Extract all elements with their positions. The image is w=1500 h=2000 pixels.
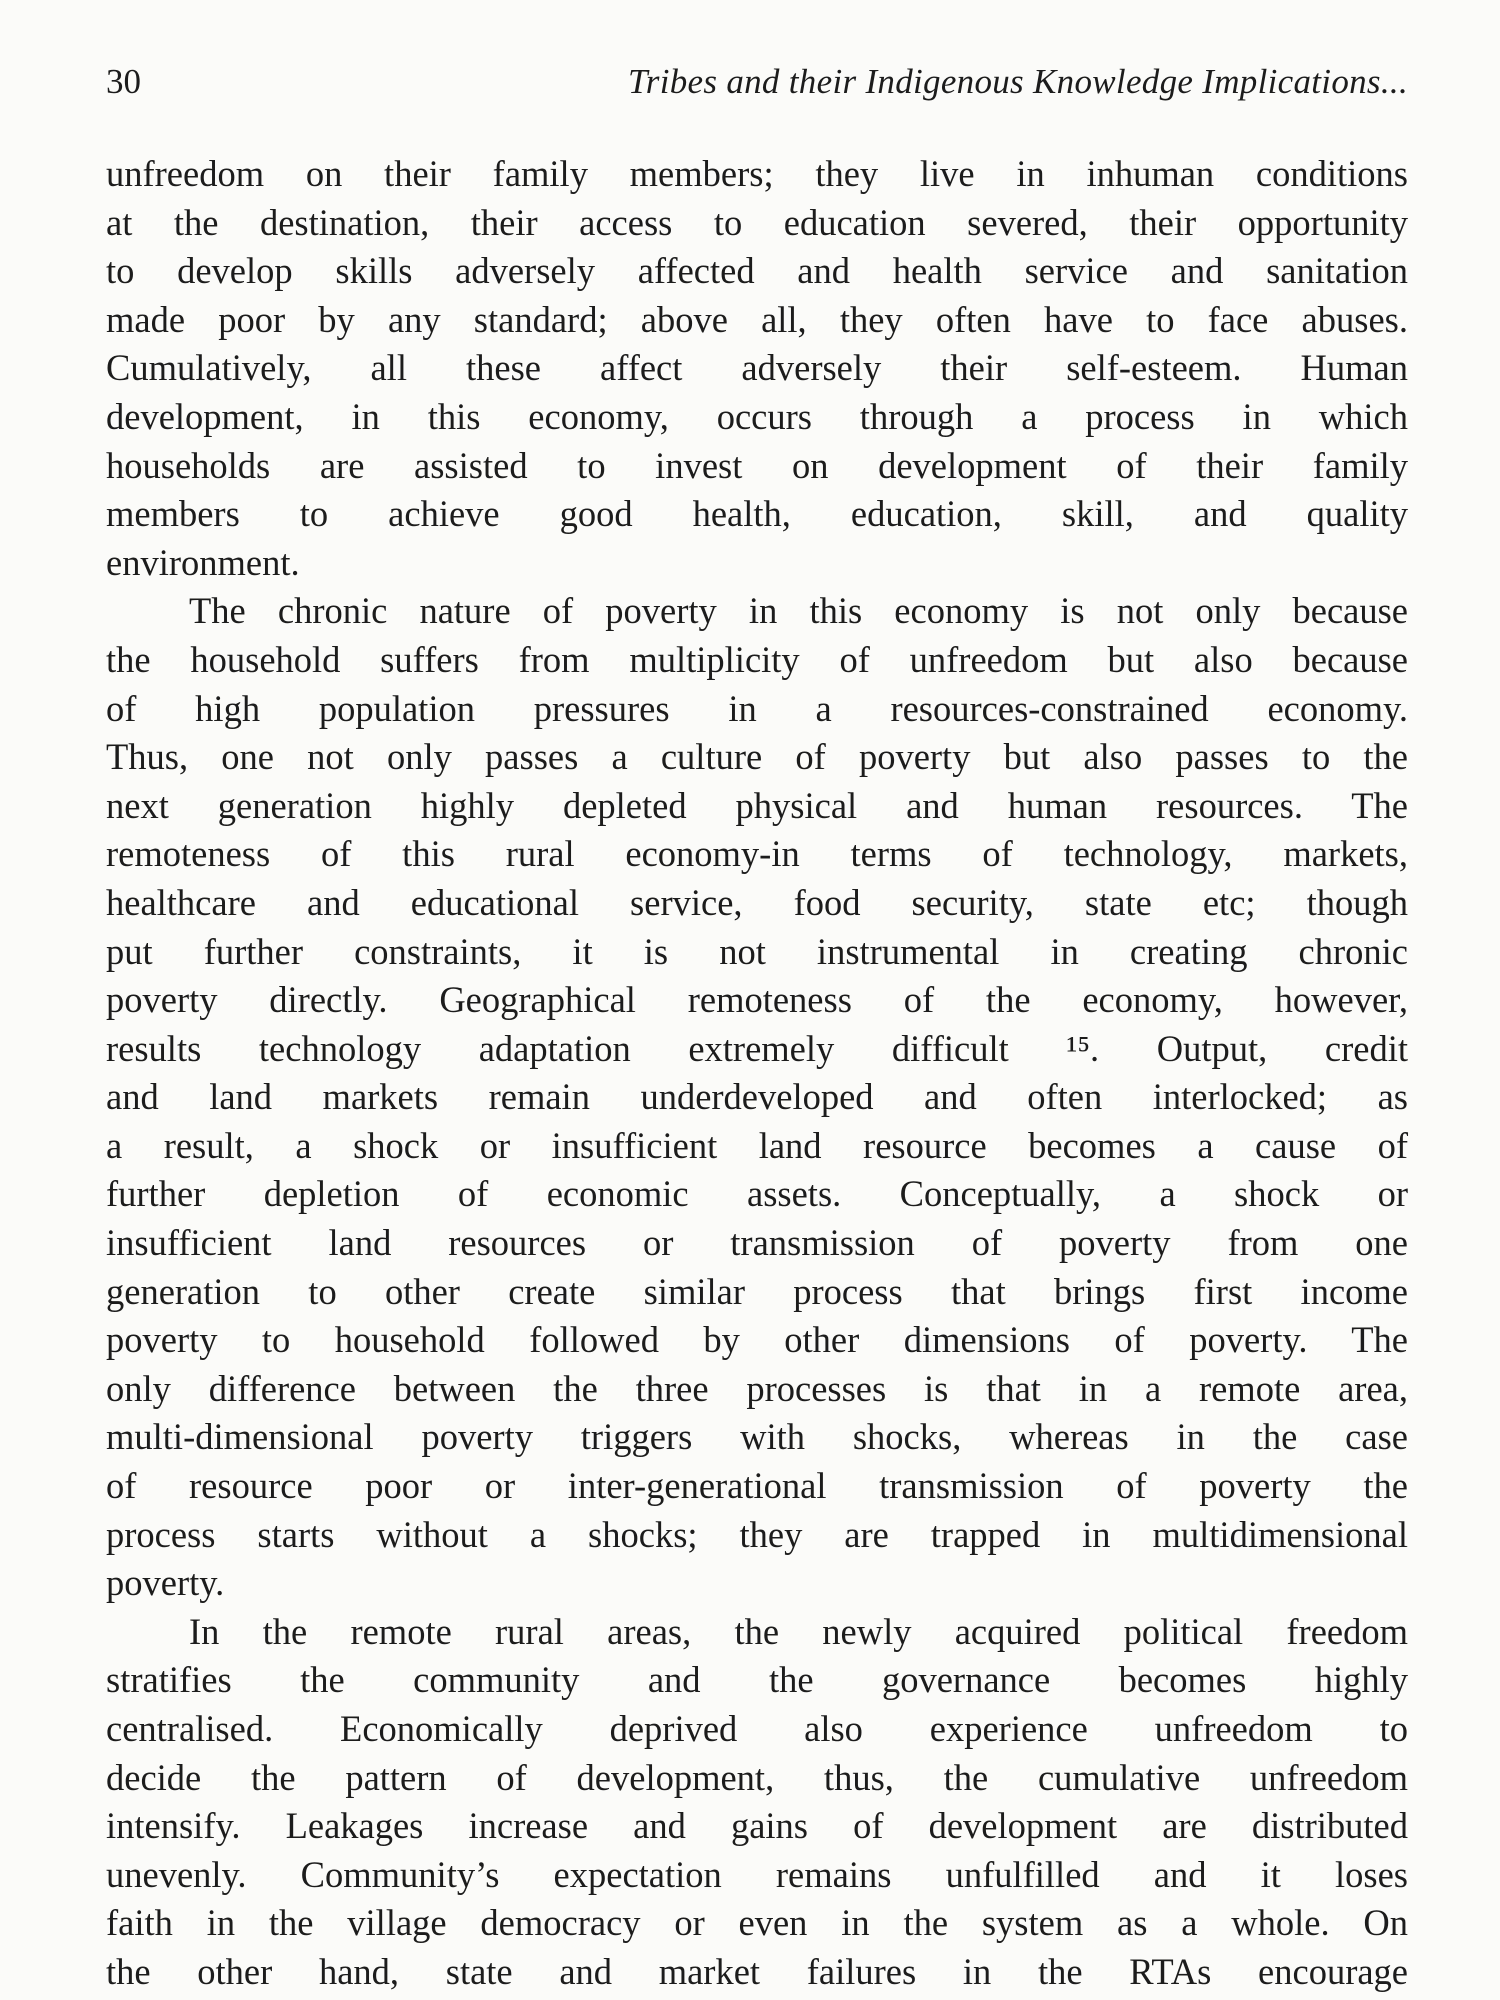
text-line: stratifies the community and the governance becomes highly: [106, 1659, 1408, 1701]
paragraph: [106, 150, 1408, 587]
body-text: [106, 150, 1408, 1997]
text-line: households are assisted to invest on development of their family: [106, 444, 1408, 486]
running-header: [106, 62, 1408, 112]
text-line: the other hand, state and market failures in the RTAs encourage: [106, 1950, 1408, 1992]
paragraph: [106, 1608, 1408, 1997]
page-number: 30: [106, 62, 141, 101]
text-line: members to achieve good health, education, skill, and quality: [106, 493, 1408, 535]
text-line: generation to other create similar process that brings first income: [106, 1270, 1408, 1312]
text-line: poverty.: [106, 1562, 225, 1604]
text-line: a result, a shock or insufficient land resource becomes a cause of: [106, 1124, 1408, 1166]
text-line: poverty to household followed by other dimensions of poverty. The: [106, 1319, 1408, 1361]
text-line: decide the pattern of development, thus, the cumulative unfreedom: [106, 1756, 1408, 1798]
text-line: In the remote rural areas, the newly acquired political freedom: [189, 1610, 1408, 1652]
text-line: faith in the village democracy or even in the system as a whole. On: [106, 1902, 1408, 1944]
running-title: Tribes and their Indigenous Knowledge Implications...: [627, 62, 1408, 101]
text-line: insufficient land resources or transmission of poverty from one: [106, 1222, 1408, 1264]
text-line: centralised. Economically deprived also experience unfreedom to: [106, 1708, 1408, 1749]
text-line: at the destination, their access to education severed, their opportunity: [106, 201, 1408, 243]
text-line: unevenly. Community’s expectation remains unfulfilled and it loses: [106, 1853, 1408, 1895]
text-line: made poor by any standard; above all, they often have to face abuses.: [106, 298, 1408, 340]
text-line: poverty directly. Geographical remoteness of the economy, however,: [106, 979, 1408, 1021]
text-line: further depletion of economic assets. Conceptually, a shock or: [106, 1173, 1408, 1215]
text-line: Thus, one not only passes a culture of poverty but also passes to the: [106, 736, 1408, 778]
text-line: of resource poor or inter-generational transmission of poverty the: [106, 1465, 1408, 1507]
text-line: intensify. Leakages increase and gains of development are distributed: [106, 1805, 1408, 1847]
text-line: put further constraints, it is not instrumental in creating chronic: [106, 930, 1408, 972]
text-line: Cumulatively, all these affect adversely their self-esteem. Human: [106, 347, 1408, 389]
text-line: only difference between the three processes is that in a remote area,: [106, 1367, 1408, 1409]
text-line: environment.: [106, 541, 300, 583]
paragraph: [106, 587, 1408, 1607]
text-line: of high population pressures in a resources-constrained economy.: [106, 687, 1408, 729]
text-line: process starts without a shocks; they are trapped in multidimensional: [106, 1513, 1408, 1555]
text-line: results technology adaptation extremely difficult ¹⁵. Output, credit: [106, 1027, 1408, 1069]
text-line: remoteness of this rural economy-in terms of technology, markets,: [106, 833, 1408, 875]
text-line: development, in this economy, occurs through a process in which: [106, 395, 1408, 437]
text-line: unfreedom on their family members; they live in inhuman conditions: [106, 153, 1408, 194]
text-line: next generation highly depleted physical and human resources. The: [106, 784, 1408, 826]
text-line: to develop skills adversely affected and health service and sanitation: [106, 250, 1408, 292]
text-line: and land markets remain underdeveloped and often interlocked; as: [106, 1076, 1408, 1118]
text-line: multi-dimensional poverty triggers with shocks, whereas in the case: [106, 1416, 1408, 1458]
text-line: the household suffers from multiplicity of unfreedom but also because: [106, 638, 1408, 680]
text-line: The chronic nature of poverty in this economy is not only because: [189, 590, 1408, 632]
text-line: healthcare and educational service, food security, state etc; though: [106, 881, 1408, 923]
